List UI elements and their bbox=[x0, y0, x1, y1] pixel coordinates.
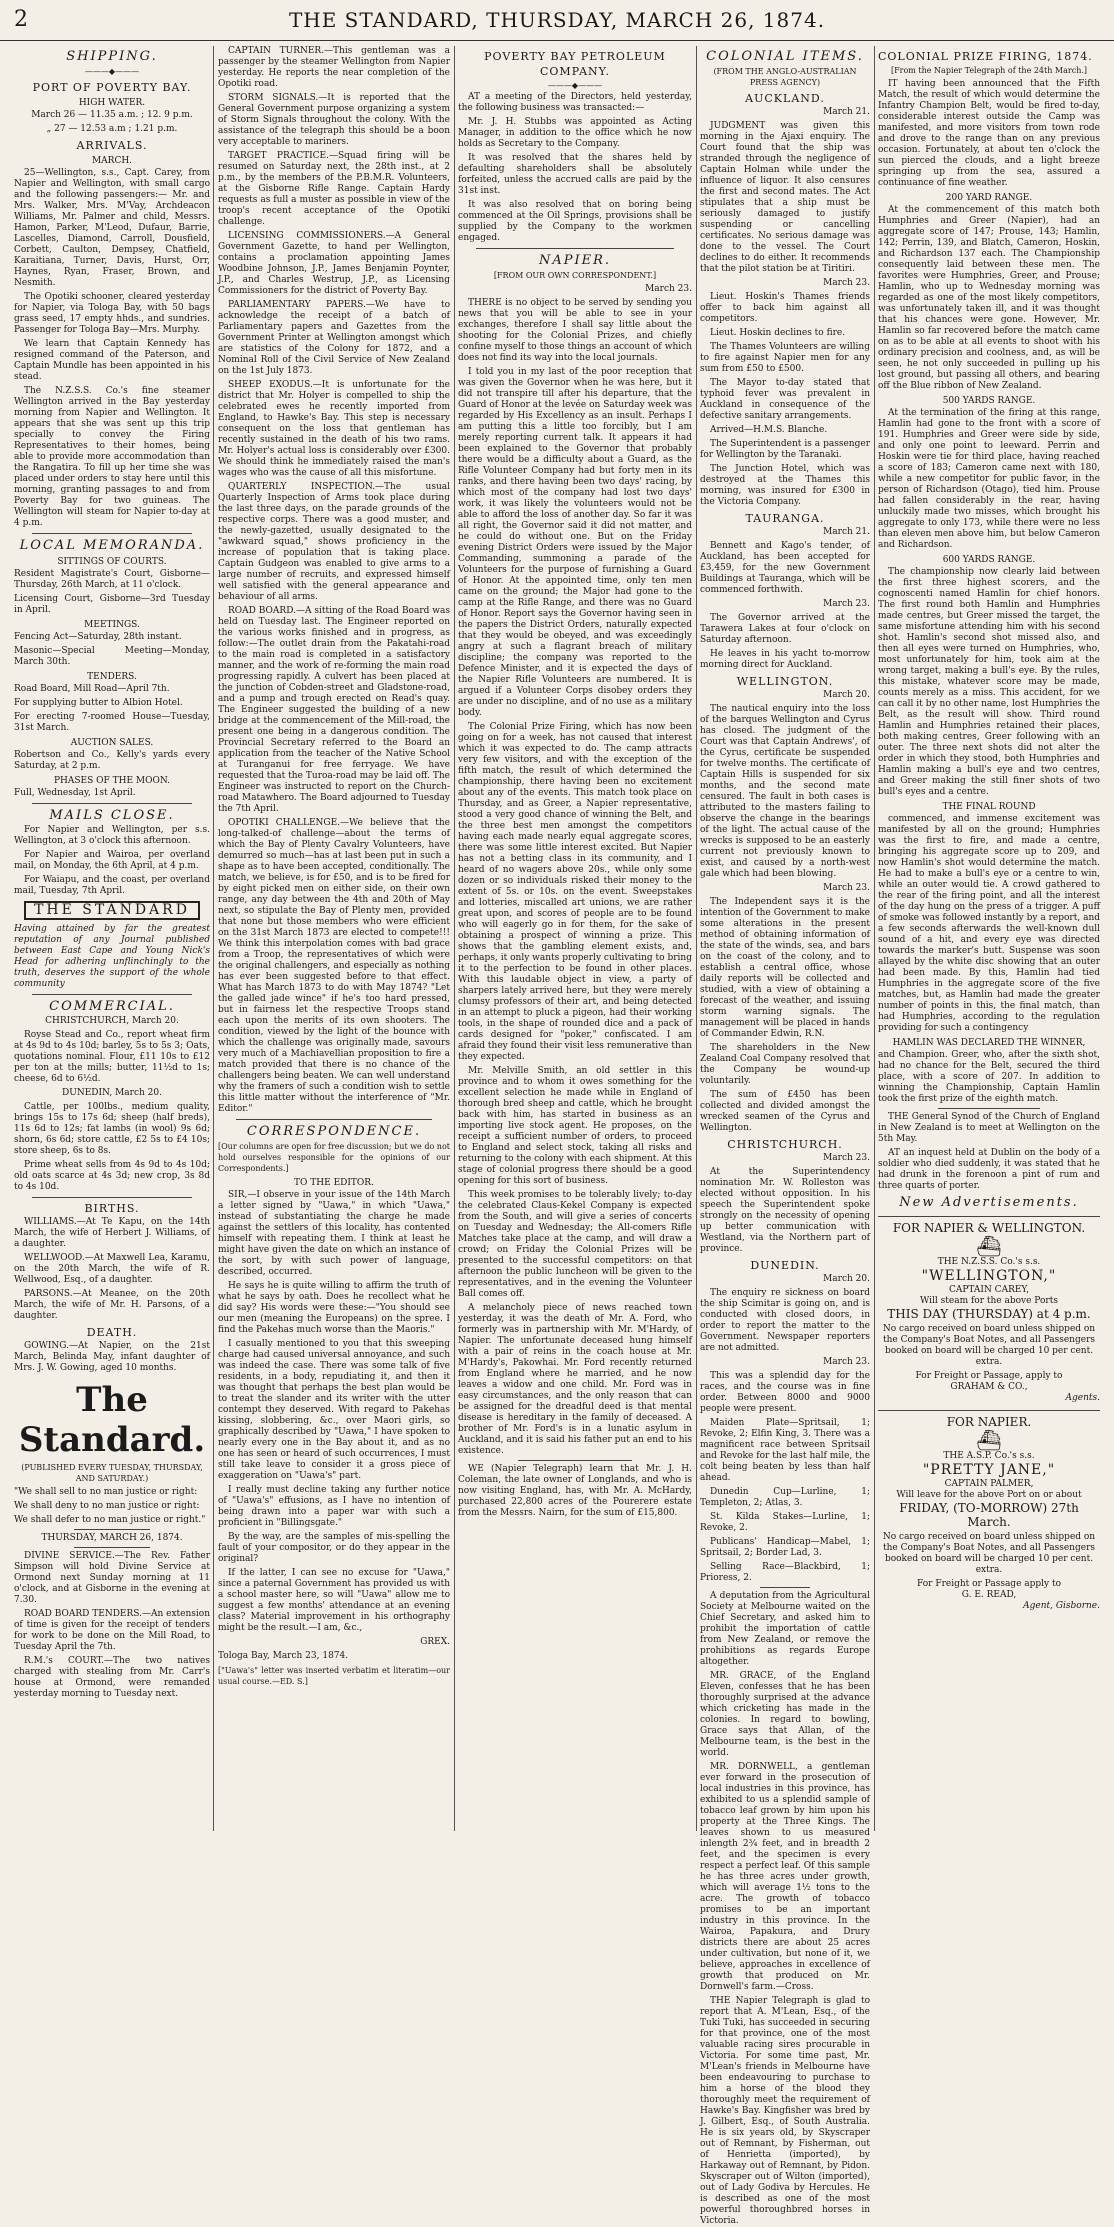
prize-firing-heading: COLONIAL PRIZE FIRING, 1874. bbox=[878, 50, 1093, 63]
dateline: March 23. bbox=[645, 284, 692, 294]
news-paragraph: ROAD BOARD TENDERS.—An extension of time is given for the receipt of tenders for work to be done on the Mill Road, to Tuesday April the 7th. bbox=[14, 1609, 210, 1652]
letter-paragraph: If the latter, I can see no excuse for "Uawa," since a paternal Government has provided us with a school master here, so will "Uawa" allow me to suggest a few months' attendance at an evening class? Material improvement in his orthography might be the result.—I am, &c., bbox=[218, 1568, 450, 1633]
correspondence-note: [Our columns are open for free discussion; but we do not hold ourselves responsible for the opinions of our Correspondents.] bbox=[218, 1142, 450, 1173]
news-paragraph: A deputation from the Agricultural Society at Melbourne waited on the Chief Secretary, and asked him to prohibit the importation of cattle from New Zealand, or remove the prohibitions as regards Europe altogether. bbox=[700, 1591, 870, 1667]
motto-line: "We shall sell to no man justice or right: bbox=[14, 1487, 198, 1497]
banner-tagline: Having attained by far the greatest reputation of any Journal published between East Cape and Young Nick's Head for adhering unflinchingly to the truth, deserves the support of the whole community bbox=[14, 924, 210, 989]
birth-notice: WELLWOOD.—At Maxwell Lea, Karamu, on the 20th March, the wife of R. Wellwood, Esq., of a daughter. bbox=[14, 1253, 210, 1285]
column-rule bbox=[874, 46, 875, 1831]
commercial-paragraph: Prime wheat sells from 4s 9d to 4s 10d; old oats scarce at 4s 3d; new crop, 3s 8d to 4s 10d. bbox=[14, 1160, 210, 1192]
to-editor-heading: TO THE EDITOR. bbox=[294, 1178, 374, 1188]
ad-line: THE N.Z.S.S. Co.'s s.s. bbox=[937, 1257, 1041, 1267]
dateline: March 23. bbox=[823, 1357, 870, 1367]
agency-note: (FROM THE ANGLO-AUSTRALIAN PRESS AGENCY) bbox=[713, 67, 857, 87]
news-paragraph: A melancholy piece of news reached town yesterday, it was the death of Mr. A. Ford, who formerly was in partnership with Mr. M'Hardy, of Napier. The unfortunate deceased hung himself with a pair of reins in the coach house at Mr. M'Hardy's, Pakowhai. Mr. Ford recently returned from England where he married, and he now leaves a widow and one child. Mr. Ford was in easy circumstances, and the only reason that can be assigned for the dreadful deed is that mental disease is hereditary in the family of deceased. A brother of Mr. Ford's is in a lunatic asylum in Auckland, and it is said his father put an end to his existence. bbox=[458, 1303, 692, 1456]
commercial-paragraph: Cattle, per 100lbs., medium quality, brings 15s to 17s 6d; sheep (half breds), 11s 6d to 12s; fat lambs (in wool) 9s 6d; shorn, 6s 6d; store cattle, £2 5s to £4 10s; store sheep, 6s to 8s. bbox=[14, 1102, 210, 1156]
motto-line: We shall defer to no man justice or right." bbox=[14, 1515, 206, 1525]
death-heading: DEATH. bbox=[86, 1326, 138, 1339]
race-result: Maiden Plate—Spritsail, 1; Revoke, 2; Elfin King, 3. There was a magnificent race between Spritsail and Revoke for the last half mile, the colt being beaten by less than half ahead. bbox=[700, 1418, 870, 1483]
dateline: March 21. bbox=[823, 527, 870, 537]
commercial-paragraph: Royse Stead and Co., report wheat firm at 4s 9d to 4s 10d; barley, 5s to 5s 3; Oats, quotations nominal. Flour, £11 10s to £12 per ton at the mills; butter, 11½d to 1s; cheese, 6d to 6½d. bbox=[14, 1030, 210, 1084]
shipping-paragraph: The N.Z.S.S. Co.'s fine steamer Wellington arrived in the Bay yesterday morning from Napier and Wellington. It appears that she was sent up this trip specially to convey the Firing Representatives to their homes, being able to provide more accommodation than the Rangatira. To fill up her time she was placed under orders to stay here until this morning, granting passages to and from Poverty Bay for two guineas. The Wellington will steam for Napier to-day at 4 p.m. bbox=[14, 386, 210, 528]
column-4 bbox=[700, 46, 870, 2226]
ship-name: "WELLINGTON," bbox=[921, 1268, 1057, 1284]
news-paragraph: QUARTERLY INSPECTION.—The usual Quarterly Inspection of Arms took place during the last three days, on the parade grounds of the respective corps. There was a good muster, and the newly-gazetted, usually designated to the "awkward squad," shows proficiency in the increase of population that is taking place. Captain Gudgeon was enabled to give arms to a large number of recruits, and expressed himself well satisfied with the general appearance and behaviour of all arms. bbox=[218, 482, 450, 602]
news-paragraph: The nautical enquiry into the loss of the barques Wellington and Cyrus has closed. The judgment of the Court was that Captain Andrews', of the Cyrus, certificate be suspended for twelve months. The certificate of Captain Hills is suspended for six months, and the second mate censured. The fault in both cases is attributed to the masters failing to observe the change in the bearings of the light. The actual cause of the wrecks is supposed to be an easterly current not previously known to exist, and caused by a north-west gale which had been blowing. bbox=[700, 704, 870, 879]
winner-heading: HAMLIN WAS DECLARED THE WINNER, bbox=[892, 1038, 1086, 1048]
arrivals-month: MARCH. bbox=[91, 156, 133, 166]
arrivals-heading: ARRIVALS. bbox=[76, 139, 148, 152]
news-paragraph: At the commencement of this match both Humphries and Greer (Napier), had an aggregate score of 147; Prouse, 143; Hamlin, 142; Perrin, 139, and Blatch, Cameron, Hoskin, and Richardson 137 each. The Championship consequently laid between these men. The favorites were Humphries, Greer, and Prouse; Hamlin, who up to Wednesday morning was regarded as one of the most likely competitors, was unfortunately taken ill, and it was thought that his chances were gone. However, Mr. Hamlin so far recovered before the match came on as to be able at all events to shoot with his ordinary precision and coolness, and, as will be seen, he not only succeeded in pulling up his lost ground, but passing all others, and bearing off the Blue ribbon of New Zealand. bbox=[878, 205, 1100, 391]
ad-departure: THIS DAY (THURSDAY) at 4 p.m. bbox=[887, 1307, 1091, 1321]
news-paragraph: The sum of £450 has been collected and divided amongst the wrecked seamen of the Cyrus and Wellington. bbox=[700, 1090, 870, 1133]
arrival-entry: 25—Wellington, s.s., Capt. Carey, from Napier and Wellington, with small cargo and the following passengers:— Mr. and Mrs. Walker, Mrs. M'Vay, Archdeacon Williams, Mr. Palmer and child, Messrs. Hamon, Parker, M'Leod, Dufaur, Barrie, Lascelles, Diamond, Carroll, Dousfield, Corbett, Caulton, Dempsey, Chatfield, Karaitiana, Turner, Davis, Hurst, Orr, Haynes, Ryan, Fraser, Brown, and Nesmith. bbox=[14, 168, 210, 288]
ad-captain: CAPTAIN PALMER, bbox=[944, 1479, 1034, 1489]
petroleum-heading: POVERTY BAY PETROLEUM bbox=[484, 50, 666, 63]
ad-line: Will leave for the above Port on or about bbox=[896, 1490, 1082, 1500]
meetings-heading: MEETINGS. bbox=[84, 620, 140, 630]
column-rule bbox=[454, 46, 455, 1831]
advertisement-wellington bbox=[878, 1216, 1100, 1404]
column-rule bbox=[696, 46, 697, 1831]
range-heading: 600 YARDS RANGE. bbox=[942, 555, 1036, 565]
high-water-line: March 26 — 11.35 a.m. ; 12. 9 p.m. bbox=[31, 110, 193, 120]
news-paragraph: TARGET PRACTICE.—Squad firing will be resumed on Saturday next, the 28th inst., at 2 p.m., by the members of the P.B.M.R. Volunteers, at the Gisborne Rifle Range. Captain Hardy requests as full a muster as possible in view of the troop's recent acceptance of the Opotiki challenge. bbox=[218, 151, 450, 227]
divider bbox=[938, 1108, 1040, 1109]
news-paragraph: DIVINE SERVICE.—The Rev. Father Simpson will hold Divine Service at Ormond next Sunday morning at 11 o'clock, and at Gisborne in the evening at 7.30. bbox=[14, 1551, 210, 1605]
standard-banner: THE STANDARD bbox=[24, 901, 200, 920]
ad-agent: GRAHAM & CO., bbox=[950, 1382, 1028, 1392]
issue-dateline: THURSDAY, MARCH 26, 1874. bbox=[41, 1533, 183, 1543]
news-paragraph: JUDGMENT was given this morning in the Ajaxi enquiry. The Court found that the ship was stranded through the negligence of Captain Holman while under the influence of liquor. It also censures the first and second mates. The Act stipulates that a ship must be seriously damaged to justify suspending or cancelling certificates. No serious damage was done to the vessel. The Court declines to do either. It recommends that the pilot station be at Tiritiri. bbox=[700, 121, 870, 274]
dateline: March 23. bbox=[823, 1153, 870, 1163]
colonial-items-heading: COLONIAL ITEMS. bbox=[706, 49, 864, 64]
divider bbox=[32, 994, 192, 995]
memo-line: Resident Magistrate's Court, Gisborne—Thursday, 26th March, at 11 o'clock. bbox=[14, 569, 210, 590]
ad-line: Will steam for the above Ports bbox=[920, 1296, 1058, 1306]
news-paragraph: THE General Synod of the Church of England in New Zealand is to meet at Wellington on the 5th May. bbox=[878, 1112, 1100, 1144]
birth-notice: WILLIAMS.—At Te Kapu, on the 14th March, the wife of Herbert J. Williams, of a daughter. bbox=[14, 1217, 210, 1249]
dateline: March 23. bbox=[823, 883, 870, 893]
ornament: ———◆——— bbox=[547, 81, 603, 90]
letter-paragraph: SIR,—I observe in your issue of the 14th March a letter signed by "Uawa," in which "Uawa," instead of substantiating the charge he made against the settlers of this locality, has contented himself with repeating them. I think at least he might have given the date on which an instance of the sort, by with such power of language, described, occurred. bbox=[218, 1190, 450, 1277]
news-paragraph: SHEEP EXODUS.—It is unfortunate for the district that Mr. Holyer is compelled to ship the celebrated ewes he recently imported from England, to Hawke's Bay. This step is necessary consequent on the loss that gentleman has recently sustained in the death of his two rams. Mr. Holyer's actual loss is considerably over £300. We should think he immediately raised the man's wages who was the cause of all this misfortune. bbox=[218, 380, 450, 478]
news-paragraph: It was also resolved that on boring being commenced at the Oil Springs, provisions shall be supplied by the Company to the workmen engaged. bbox=[458, 200, 692, 243]
news-paragraph: Lieut. Hoskin declines to fire. bbox=[710, 328, 846, 338]
news-paragraph: CAPTAIN TURNER.—This gentleman was a passenger by the steamer Wellington from Napier yesterday. He reports the near completion of the Opotiki road. bbox=[218, 46, 450, 89]
courts-heading: SITTINGS OF COURTS. bbox=[57, 557, 167, 567]
auction-heading: AUCTION SALES. bbox=[70, 738, 154, 748]
memo-line: Masonic—Special Meeting—Monday, March 30th. bbox=[14, 646, 210, 667]
mails-heading: MAILS CLOSE. bbox=[49, 808, 175, 823]
ad-agent: G. E. READ, bbox=[961, 1590, 1017, 1600]
column-1 bbox=[14, 46, 210, 1831]
christchurch-heading: CHRISTCHURCH. bbox=[727, 1138, 843, 1151]
news-paragraph: Arrived—H.M.S. Blanche. bbox=[710, 425, 828, 435]
letter-signature: GREX. bbox=[420, 1637, 450, 1647]
memo-line: Robertson and Co., Kelly's yards every Saturday, at 2 p.m. bbox=[14, 750, 210, 771]
news-paragraph: Bennett and Kago's tender, of Auckland, has been accepted for £3,459, for the new Government Buildings at Tauranga, which will be commenced forthwith. bbox=[700, 541, 870, 595]
steamship-icon: ⛴ bbox=[976, 1428, 1002, 1452]
news-paragraph: The Thames Volunteers are willing to fire against Napier men for any sum from £50 to £500. bbox=[700, 342, 870, 374]
advertisement-pretty-jane bbox=[878, 1410, 1100, 1612]
letter-paragraph: By the way, are the samples of mis-spelling the fault of your compositor, or do they appear in the original? bbox=[218, 1532, 450, 1564]
news-paragraph: I told you in my last of the poor reception that was given the Governor when he was here, but it did not transpire till after his departure, that the Guard of Honor at the levée on Saturday week was regarded by His Excellency as an insult. Perhaps I am putting this a little too forcibly, but I am merely reporting current talk. It appears it had been explained to the Governor that probably there would be a difficulty about a Guard, as the Rifle Volunteer Company had but forty men in its ranks, and there having been two days' racing, by which most of the company had lost two days' work, it was likely the volunteers would not be able to afford the loss of another day. So far it was all right, the Governor said it did not matter, and he could do without one. But on the Friday evening District Orders were issued by the Major Commanding, summoning a parade of the Volunteers for the purpose of furnishing a Guard of Honor. At the appointed time, only ten men came on the ground; the Major had gone to the camp at the Rifle Range, and there was no Guard of Honor. Report says the Governor having seen in the papers the District Orders, naturally expected that they would be obeyed, and was exceedingly angry at such a flagrant breach of military discipline; the company was reported to the Defence Minister, and it is expected the days of the Napier Rifle Volunteers are numbered. It is argued if a Volunteer Corps disobey orders they are under no discipline, and of no use as a military body. bbox=[458, 367, 692, 718]
news-paragraph: At the termination of the firing at this range, Hamlin had gone to the front with a score of 191. Humphries and Greer were side by side, and only one point to leeward. Perrin and Hoskin were tie for third place, having reached a score of 183; Cameron came next with 180, while a new competitor for public favor, in the person of Richardson (Otago), tied him. Prouse had fallen considerably in the rear, having unluckily made two misses, which brought his aggregate to only 173, while there were no less than eleven men above him, but below Cameron and Richardson. bbox=[878, 408, 1100, 550]
divider bbox=[760, 1587, 810, 1588]
news-paragraph: The enquiry re sickness on board the ship Scimitar is going on, and is conducted with closed doors, in order to report the matter to the Government. Newspaper reporters are not admitted. bbox=[700, 1288, 870, 1353]
news-paragraph: PARLIAMENTARY PAPERS.—We have to acknowledge the receipt of a batch of Parliamentary papers and Gazettes from the Government Printer at Wellington amongst which are statistics of the Colony for 1872, and a Nominal Roll of the Civil Service of New Zealand on the 1st July 1873. bbox=[218, 300, 450, 376]
news-paragraph: This week promises to be tolerably lively; to-day the celebrated Claus-Kekel Company is expected from the South, and will give a series of concerts on Tuesday and Wednesday; the All-comers Rifle Matches take place at the camp, and will draw a crowd; on Friday the Colonial Prizes will be presented to the successful competitors: on that afternoon the public luncheon will be given to the representatives, and in the evening the Volunteer Ball comes off. bbox=[458, 1190, 692, 1299]
column-3 bbox=[458, 46, 692, 1831]
final-round-heading: THE FINAL ROUND bbox=[942, 802, 1036, 812]
letter-paragraph: I really must decline taking any further notice of "Uawa's" effusions, as I have no intention of being drawn into a paper war with such a proficient in "Billingsgate." bbox=[218, 1485, 450, 1528]
port-heading: PORT OF POVERTY BAY. bbox=[32, 81, 192, 94]
news-paragraph: The Governor arrived at the Tarawera Lakes at four o'clock on Saturday afternoon. bbox=[700, 613, 870, 645]
source-note: [From the Napier Telegraph of the 24th March.] bbox=[890, 66, 1088, 75]
news-paragraph: The shareholders in the New Zealand Coal Company resolved that the Company be wound-up voluntarily. bbox=[700, 1043, 870, 1086]
news-paragraph: THE Napier Telegraph is glad to report that A. M'Lean, Esq., of the Tuki Tuki, has succeeded in securing for that province, one of the most valuable racing sires procurable in Victoria. For some time past, Mr. M'Lean's friends in Melbourne have been endeavouring to purchase to him a horse of the blood they thoroughly meet the requirement of Hawke's Bay. Kingfisher was bred by J. Gilbert, Esq., of South Australia. He is six years old, by Skyscraper out of Remnant, by Fisherman, out of Henrietta (imported), by Harkaway out of Remnant, by Pidon. Skyscraper out of Wilton (imported), out of Lady Godiva by Hercules. He is described as one of the most powerful thoroughbred horses in Victoria. bbox=[700, 1996, 870, 2226]
wellington-heading: WELLINGTON. bbox=[736, 675, 834, 688]
news-paragraph: STORM SIGNALS.—It is reported that the General Government purpose organizing a system of Storm Signals throughout the colony. With the assistance of the telegraph this should be a boon very acceptable to mariners. bbox=[218, 93, 450, 147]
dateline: March 23. bbox=[823, 599, 870, 609]
high-water-line: „ 27 — 12.53 a.m ; 1.21 p.m. bbox=[46, 124, 178, 134]
news-paragraph: and Champion. Greer, who, after the sixth shot, had no chance for the Belt, secured the third place, with a score of 207. In addition to winning the Championship, Captain Hamlin took the first prize of the eighth match. bbox=[878, 1050, 1100, 1104]
motto-line: We shall deny to no man justice or right: bbox=[14, 1501, 200, 1511]
shipping-paragraph: The Opotiki schooner, cleared yesterday for Napier, via Tologa Bay, with 50 bags grass seed, 17 empty hhds., and sundries. Passenger for Tologa Bay—Mrs. Murphy. bbox=[14, 292, 210, 335]
publication-schedule: (PUBLISHED EVERY TUESDAY, THURSDAY, AND SATURDAY.) bbox=[21, 1463, 203, 1483]
auckland-heading: AUCKLAND. bbox=[745, 92, 825, 105]
moon-heading: PHASES OF THE MOON. bbox=[53, 776, 171, 786]
dateline: March 20. bbox=[823, 690, 870, 700]
page-number: 2 bbox=[14, 7, 28, 32]
ad-captain: CAPTAIN CAREY, bbox=[948, 1285, 1030, 1295]
race-result: Dunedin Cup—Lurline, 1; Templeton, 2; Atlas, 3. bbox=[700, 1487, 870, 1508]
race-result: St. Kilda Stakes—Lurline, 1; Revoke, 2. bbox=[700, 1512, 870, 1533]
ornament: ———◆——— bbox=[84, 67, 140, 76]
news-paragraph: IT having been announced that the Fifth Match, the result of which would determine the Infantry Champion Belt, would be fired to-day, considerable interest outside the Camp was manifested, and more visitors from town rode and drove to the range than on any previous occasion. Fortunately, at about ten o'clock the sun pierced the clouds, and a light breeze springing up from the sea, assured a continuance of fine weather. bbox=[878, 79, 1100, 188]
news-paragraph: The championship now clearly laid between the first three highest scorers, and the cognoscenti named Hamlin for chief honors. The first round both Hamlin and Humphries made centres, but Greer missed the target, the same misfortune attending him with his second shot. Hamlin's second shot missed also, and then all eyes were turned on Humphries, who, most unfortunately for him, took aim at the wrong target, making a bull's eye. By the rules, this mistake, whatever score may be made, counts merely as a miss. This accident, for we can call it by no other name, lost Humphries the Belt, as the result will show. Third round Hamlin and Humphries retained their places, both making centres, Greer following with an outer. The three next shots did not alter the order in which they stood, both Humphries and Hamlin making a bull's eye and two centres, and Greer making the still finer shots of two bull's eyes and a centre. bbox=[878, 567, 1100, 797]
tauranga-heading: TAURANGA. bbox=[745, 512, 825, 525]
divider bbox=[518, 1460, 632, 1461]
mail-line: For Napier and Wellington, per s.s. Wellington, at 3 o'clock this afternoon. bbox=[14, 825, 210, 846]
divider bbox=[74, 1547, 150, 1548]
letter-place: Tologa Bay, March 23, 1874. bbox=[218, 1651, 349, 1661]
letter-paragraph: He says he is quite willing to affirm the truth of what he says by oath. Does he recollect what he did say? His words were these:—"You should see our men (meaning the Europeans) on the spree. I find the Pakehas much worse than the Maoris." bbox=[218, 1281, 450, 1335]
memo-line: For erecting 7-roomed House—Tuesday, 31st March. bbox=[14, 712, 210, 733]
news-paragraph: The Superintendent is a passenger for Wellington by the Taranaki. bbox=[700, 439, 870, 460]
correspondent-note: [FROM OUR OWN CORRESPONDENT.] bbox=[493, 271, 657, 280]
ad-line: For Freight or Passage, apply to bbox=[915, 1371, 1063, 1381]
news-paragraph: R.M.'s COURT.—The two natives charged with stealing from Mr. Carr's house at Ormond, were remanded yesterday morning to Tuesday next. bbox=[14, 1656, 210, 1699]
high-water-heading: HIGH WATER. bbox=[78, 98, 146, 108]
news-paragraph: It was resolved that the shares held by defaulting shareholders shall be absolutely forfeited, unless the accrued calls are paid by the 31st inst. bbox=[458, 153, 692, 196]
news-paragraph: Mr. Melville Smith, an old settler in this province and to whom it owes something for the excellent selection he made while in England of thorough bred sheep and cattle, which he brought back with him, has started in business as an importing live stock agent. He proposes, on the receipt a sufficient number of orders, to proceed to England and select stock, taking all risks and returning to the colony with each shipment. At this stage of colonial progress there should be a good opening for this sort of business. bbox=[458, 1066, 692, 1186]
ad-heading: FOR NAPIER. bbox=[946, 1415, 1032, 1429]
news-paragraph: The Colonial Prize Firing, which has now been going on for a week, has not caused that interest which it was expected to do. The camp attracts very few visitors, and with the exception of the fifth match, the result of which determined the championship, there having been no excitement about any of the events. This match took place on Thursday, and as Greer, a Napier representative, stood a very good chance of winning the Belt, and the three best men amongst the competitors having each made nearly equal aggregate scores, there was some little interest excited. But Napier has not a betting class in its community, and I heard of no wagers above 20s., while only some dozen or so individuals risked their money to the extent of 5s. or 10s. on the event. Sweepstakes and lotteries, miscalled art unions, we are rather great upon, and scores of people are to be found who will eagerly go in for them, for the sake of obtaining a prospect of winning a prize. This shows that the gambling element exists, and, perhaps, it only wants properly cultivating to bring it to the perfection to be found in other places. With this laudable object in view, a party of sharpers lately arrived here, but they were merely clumsy professors of their art, and being detected in an attempt to pluck a pigeon, had their working tools, in the shape of rounded dice and a pack of cards designed for "poker," confiscated. I am afraid they found their visit less remunerative than they expected. bbox=[458, 722, 692, 1062]
column-5 bbox=[878, 46, 1100, 1831]
ad-note: No cargo received on board unless shipped on the Company's Boat Notes, and all Passengers booked on board will be charged 10 per cent. extra. bbox=[882, 1324, 1096, 1367]
mail-line: For Waiapu, and the coast, per overland mail, Tuesday, 7th April. bbox=[14, 875, 210, 896]
ship-name: "PRETTY JANE," bbox=[922, 1462, 1056, 1478]
news-paragraph: LICENSING COMMISSIONERS.—A General Government Gazette, to hand per Wellington, contains a proclamation appointing James Woodbine Johnson, J.P., James Benjamin Poynter, J.P., and Charles Westrup, J.P., as Licensing Commissioners for the district of Poverty Bay. bbox=[218, 231, 450, 296]
memo-line: Full, Wednesday, 1st April. bbox=[14, 788, 136, 798]
news-paragraph: Lieut. Hoskin's Thames friends offer to back him against all competitors. bbox=[700, 292, 870, 324]
page-title: THE STANDARD, THURSDAY, MARCH 26, 1874. bbox=[288, 8, 826, 32]
divider bbox=[476, 248, 674, 249]
commercial-dateline: DUNEDIN, March 20. bbox=[62, 1088, 162, 1098]
ad-agents: Agents. bbox=[1065, 1393, 1100, 1403]
new-advertisements-heading: New Advertisements. bbox=[899, 1195, 1079, 1210]
dateline: March 21. bbox=[823, 107, 870, 117]
divider bbox=[32, 533, 192, 534]
shipping-paragraph: We learn that Captain Kennedy has resigned command of the Paterson, and Captain Mundle has been appointed in his stead. bbox=[14, 339, 210, 382]
divider bbox=[32, 1197, 192, 1198]
range-heading: 500 YARDS RANGE. bbox=[942, 396, 1036, 406]
news-paragraph: OPOTIKI CHALLENGE.—We believe that the long-talked-of challenge—about the terms of which the Bay of Plenty Cavalry Volunteers, have demurred so much—has at last been put in such a shape as to have been accepted, conditionally. The match, we believe, is for £50, and is to be fired for by eight picked men on either side, on their own range, any day between the 4th and 20th of May next, so stipulate the Bay of Plenty men, provided that none but those members who were efficient on the 31st March 1873 are elected to compete!!! We think this interpolation comes with bad grace from a Troop, the representatives of which were the original challengers, and especially as nothing has ever been suggested before to that effect. What has March 1873 to do with May 1874? "Let the galled jade wince" if he's too hard pressed, but in fairness let the respective Troops stand each upon the merits of its own shooters. The condition, viewed by the light of the bounce with which the challenge was originally made, savours very much of a Machiavellian proposition to fire a match provided that there is no chance of the challengers being beaten. We can well understand why the framers of such a condition wish to settle this little matter without the interference of "Mr. Editor." bbox=[218, 818, 450, 1114]
column-rule bbox=[213, 46, 214, 1831]
editor-note: ["Uawa's" letter was inserted verbatim et literatim—our usual course.—ED. S.] bbox=[218, 1666, 450, 1686]
ad-line: For Freight or Passage apply to bbox=[916, 1579, 1062, 1589]
ad-departure: FRIDAY, (TO-MORROW) 27th March. bbox=[899, 1501, 1079, 1529]
local-memoranda-heading: LOCAL MEMORANDA. bbox=[19, 538, 205, 553]
commercial-dateline: CHRISTCHURCH, March 20. bbox=[45, 1016, 179, 1026]
tenders-heading: TENDERS. bbox=[87, 672, 137, 682]
dunedin-heading: DUNEDIN. bbox=[750, 1259, 820, 1272]
news-paragraph: AT an inquest held at Dublin on the body of a soldier who died suddenly, it was stated that he had drunk in the forenoon a pint of rum and three quarts of porter. bbox=[878, 1148, 1100, 1191]
news-paragraph: The Junction Hotel, which was destroyed at the Thames this morning, was insured for £300 in the Victoria Company. bbox=[700, 464, 870, 507]
ad-heading: FOR NAPIER & WELLINGTON. bbox=[892, 1221, 1086, 1235]
divider bbox=[74, 1529, 150, 1530]
news-paragraph: THERE is no object to be served by sending you news that you will be able to see in your exchanges, therefore I shall say little about the shooting for the Colonial Prizes, and chiefly confine myself to those things an account of which does not find its way into the local journals. bbox=[458, 298, 692, 363]
news-paragraph: commenced, and immense excitement was manifested by all on the ground; Humphries was the first to fire, and made a centre, bringing his aggregate score up to 209, and now Hamlin's shot would determine the match. He had to make a bull's eye or a centre to win, while an outer would tie. A crowd gathered to the rear of the firing point, and all the interest of the day hung on the press of a trigger. A puff of smoke was followed instantly by a report, and a few seconds afterwards the well-known dull sound of a hit, and every eye was directed towards the marker's butt. Suspense was soon allayed by the white disc showing that an outer had been made. By this, Hamlin had tied Humphries in the aggregate score of the five matches, but, as Hamlin had made the greater number of points in this, the final match, than had Humphries, according to the regulation providing for such a contingency bbox=[878, 814, 1100, 1033]
memo-line: For supplying butter to Albion Hotel. bbox=[14, 698, 183, 708]
memo-line: Licensing Court, Gisborne—3rd Tuesday in April. bbox=[14, 594, 210, 615]
news-paragraph: MR. DORNWELL, a gentleman ever forward in the prosecution of local industries in this province, has exhibited to us a splendid sample of tobacco leaf grown by him upon his property at the Three Kings. The leaves shown to us measured inlength 2¾ feet, and in breadth 2 feet, and the specimen is every respect a perfect leaf. Of this sample he has three acres under growth, which will average 1½ tons to the acre. The growth of tobacco promises to be an important industry in this province. In the Wairoa, Papakura, and Drury districts there are about 25 acres under cultivation, but none of it, we believe, approaches in excellence of growth that produced on Mr. Dornwell's farm.—Cross. bbox=[700, 1762, 870, 1992]
shipping-heading: SHIPPING. bbox=[66, 49, 158, 64]
napier-heading: NAPIER. bbox=[538, 253, 612, 268]
news-paragraph: At the Superintendency nomination Mr. W. Rolleston was elected without opposition. In his speech the Superintendent spoke strongly on the necessity of opening up better communication with Westland, via the Northern part of province. bbox=[700, 1167, 870, 1254]
ad-agents: Agent, Gisborne. bbox=[1023, 1601, 1100, 1611]
divider bbox=[32, 803, 192, 804]
births-heading: BIRTHS. bbox=[84, 1202, 140, 1215]
column-2 bbox=[218, 46, 450, 1831]
race-result: Selling Race—Blackbird, 1; Prioress, 2. bbox=[700, 1562, 870, 1583]
petroleum-subheading: COMPANY. bbox=[540, 65, 610, 78]
mail-line: For Napier and Wairoa, per overland mail, on Monday, the 6th April, at 4 p.m. bbox=[14, 850, 210, 871]
race-result: Publicans' Handicap—Mabel, 1; Spritsail, 2; Border Lad, 3. bbox=[700, 1537, 870, 1558]
news-paragraph: He leaves in his yacht to-morrow morning direct for Auckland. bbox=[700, 649, 870, 670]
news-paragraph: This was a splendid day for the races, and the course was in fine order. Between 8000 and 9000 people were present. bbox=[700, 1371, 870, 1414]
news-paragraph: Mr. J. H. Stubbs was appointed as Acting Manager, in addition to the office which he now holds as Secretary to the Company. bbox=[458, 117, 692, 149]
news-paragraph: ROAD BOARD.—A sitting of the Road Board was held on Tuesday last. The Engineer reported on the various works finished and in progress, as follow:—The outlet drain from the Pakatahi-road to the main road is completed in a satisfactory manner, and the work of re-forming the main road progressing rapidly. A culvert has been placed at the junction of Cobden-street and Gladstone-road, and a pump and trough erected on Read's quay. The Engineer suggested the building of a new bridge at the commencement of the Mill-road, the present one being in a dangerous condition. The Provincial Secretary referred to the Board an application from the teacher of the Native School at Turanganui for free ferryage. We have requested that the Turoa-road may be laid off. The Engineer was instructed to report on the Church-road Matawhero. The Board adjourned to Tuesday the 7th April. bbox=[218, 606, 450, 814]
news-paragraph: MR. GRACE, of the England Eleven, confesses that he has been thoroughly surprised at the advance which cricketing has made in the colonies. In regard to bowling, Grace says that Allan, of the Melbourne team, is the best in the world. bbox=[700, 1671, 870, 1758]
ad-note: No cargo received on board unless shipped on the Company's Boat Notes, and all Passengers booked on board will be charged 10 per cent. extra. bbox=[882, 1532, 1096, 1575]
news-paragraph: The Independent says it is the intention of the Government to make some alterations in the present method of obtaining information of the state of the winds, sea, and bars on the coast of the colony, and to establish a central office, whose daily reports will be collected and studied, with a view of obtaining a forecast of the weather, and issuing storm warning signals. The management will be placed in hands of Commander Edwin, R.N. bbox=[700, 897, 870, 1039]
commercial-heading: COMMERCIAL. bbox=[49, 999, 175, 1014]
range-heading: 200 YARD RANGE. bbox=[945, 193, 1033, 203]
divider bbox=[236, 1119, 432, 1120]
letter-paragraph: I casually mentioned to you that this sweeping charge had caused universal annoyance, and such was indeed the case. There was some talk of five residents, in a body, repudiating it, and then it was thought that perhaps the best plan would be to treat the slander and its writer with the utter contempt they deserved. With regard to Pakehas kissing, slobbering, &c., over Maori girls, so graphically described by "Uawa," I have spoken to nearly every one in the Bay about it, and as no one has seen or heard of such occurrences, I must still take leave to consider it a gross piece of exaggeration on "Uawa's" part. bbox=[218, 1339, 450, 1481]
birth-notice: PARSONS.—At Meanee, on the 20th March, the wife of Mr. H. Parsons, of a daughter. bbox=[14, 1289, 210, 1321]
standard-nameplate: The Standard. bbox=[18, 1380, 206, 1460]
correspondence-heading: CORRESPONDENCE. bbox=[246, 1124, 422, 1139]
ad-line: THE A.S.P. Co.'s s.s. bbox=[943, 1451, 1035, 1461]
news-paragraph: AT a meeting of the Directors, held yesterday, the following business was transacted:— bbox=[458, 92, 692, 113]
steamship-icon: ⛴ bbox=[976, 1234, 1002, 1258]
news-paragraph: WE (Napier Telegraph) learn that Mr. J. H. Coleman, the late owner of Longlands, and who is now visiting England, has, with Mr. A. McHardy, purchased 22,800 acres of the Pourerere estate from the Messrs. Nairn, for the sum of £15,800. bbox=[458, 1464, 692, 1518]
death-notice: GOWING.—At Napier, on the 21st March, Belinda May, infant daughter of Mrs. J. W. Gowing, aged 10 months. bbox=[14, 1341, 210, 1373]
dateline: March 20. bbox=[823, 1274, 870, 1284]
memo-line: Road Board, Mill Road—April 7th. bbox=[14, 684, 170, 694]
dateline: March 23. bbox=[823, 278, 870, 288]
memo-line: Fencing Act—Saturday, 28th instant. bbox=[14, 632, 182, 642]
news-paragraph: The Mayor to-day stated that typhoid fever was prevalent in Auckland in consequence of the defective sanitary arrangements. bbox=[700, 378, 870, 421]
masthead bbox=[0, 0, 1114, 41]
